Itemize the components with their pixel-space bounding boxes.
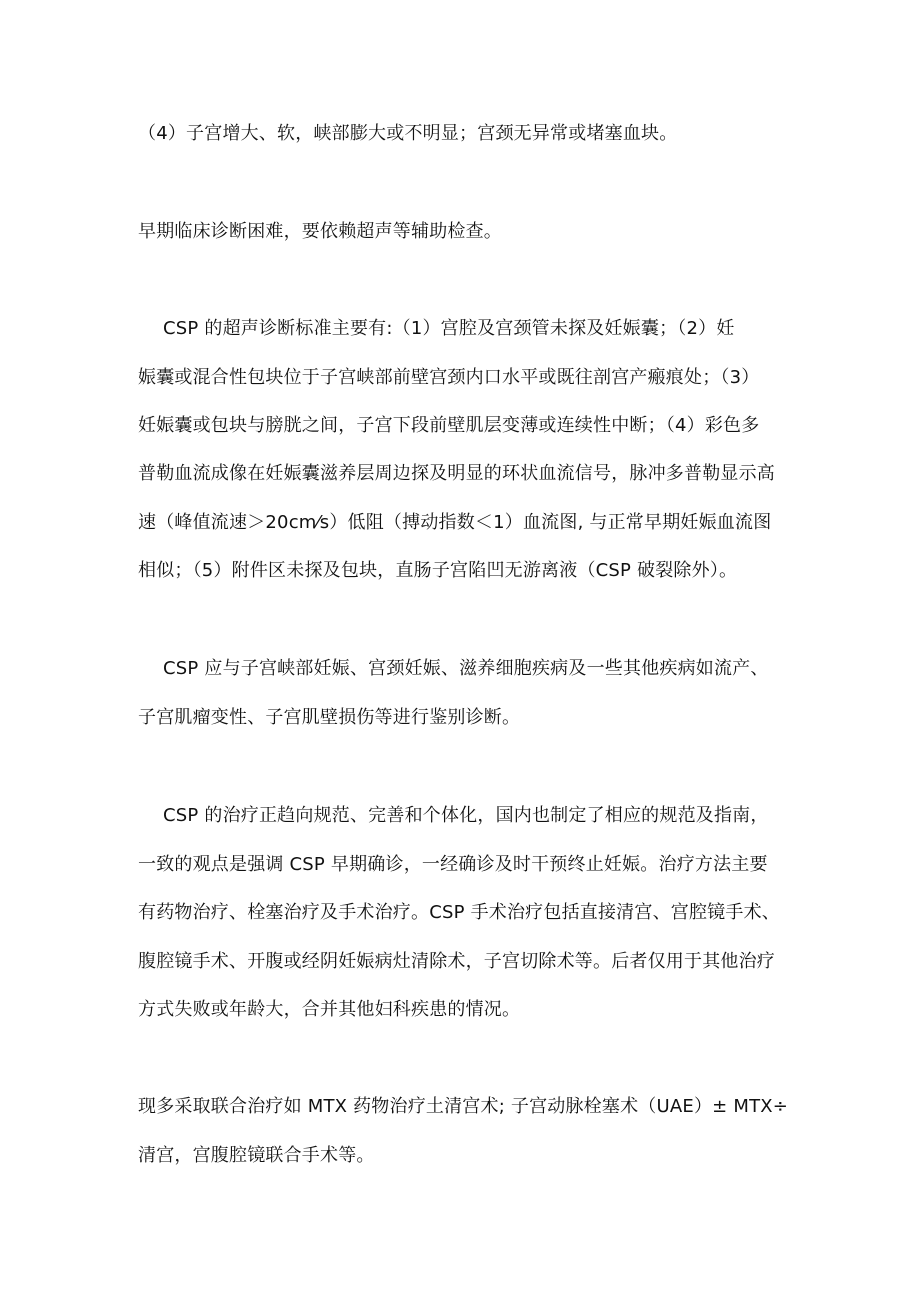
paragraph-combined-therapy-line-1: 现多采取联合治疗如 MTX 药物治疗土清宫术; 子宫动脉栓塞术（UAE）± MTX÷ <box>138 1096 789 1117</box>
paragraph-treatment-line-4: 腹腔镜手术、开腹或经阴妊娠病灶清除术，子宫切除术等。后者仅用于其他治疗 <box>138 951 775 972</box>
paragraph-differential-line-2: 子宫肌瘤变性、子宫肌壁损伤等进行鉴别诊断。 <box>138 707 521 728</box>
paragraph-differential-line-1: CSP 应与子宫峡部妊娠、宫颈妊娠、滋养细胞疾病及一些其他疾病如流产、 <box>163 658 769 679</box>
paragraph-treatment-line-3: 有药物治疗、栓塞治疗及手术治疗。CSP 手术治疗包括直接清宫、宫腔镜手术、 <box>138 902 780 923</box>
paragraph-early-diagnosis-line-1: 早期临床诊断困难，要依赖超声等辅助检查。 <box>138 221 502 242</box>
paragraph-ultrasound-criteria-line-6: 相似；（5）附件区未探及包块，直肠子宫陷凹无游离液（CSP 破裂除外）。 <box>138 560 738 581</box>
paragraph-ultrasound-criteria-line-4: 普勒血流成像在妊娠囊滋养层周边探及明显的环状血流信号，脉冲多普勒显示高 <box>138 463 775 484</box>
paragraph-symptom-4-line-1: （4）子宫增大、软，峡部膨大或不明显；宫颈无异常或堵塞血块。 <box>138 123 678 144</box>
paragraph-ultrasound-criteria-line-2: 娠囊或混合性包块位于子宫峡部前壁宫颈内口水平或既往剖宫产瘢痕处；（3） <box>138 367 760 388</box>
paragraph-ultrasound-criteria-line-5: 速（峰值流速＞20cm⁄s）低阻（搏动指数＜1）血流图, 与正常早期妊娠血流图 <box>138 512 772 533</box>
paragraph-treatment-line-1: CSP 的治疗正趋向规范、完善和个体化，国内也制定了相应的规范及指南， <box>163 805 769 826</box>
paragraph-treatment-line-5: 方式失败或年龄大，合并其他妇科疾患的情况。 <box>138 999 521 1020</box>
paragraph-treatment-line-2: 一致的观点是强调 CSP 早期确诊，一经确诊及时干预终止妊娠。治疗方法主要 <box>138 854 768 875</box>
paragraph-combined-therapy-line-2: 清宫，宫腹腔镜联合手术等。 <box>138 1145 375 1166</box>
paragraph-ultrasound-criteria-line-1: CSP 的超声诊断标准主要有:（1）宫腔及宫颈管未探及妊娠囊；（2）妊 <box>163 318 735 339</box>
paragraph-ultrasound-criteria-line-3: 妊娠囊或包块与膀胱之间，子宫下段前壁肌层变薄或连续性中断；（4）彩色多 <box>138 415 760 436</box>
